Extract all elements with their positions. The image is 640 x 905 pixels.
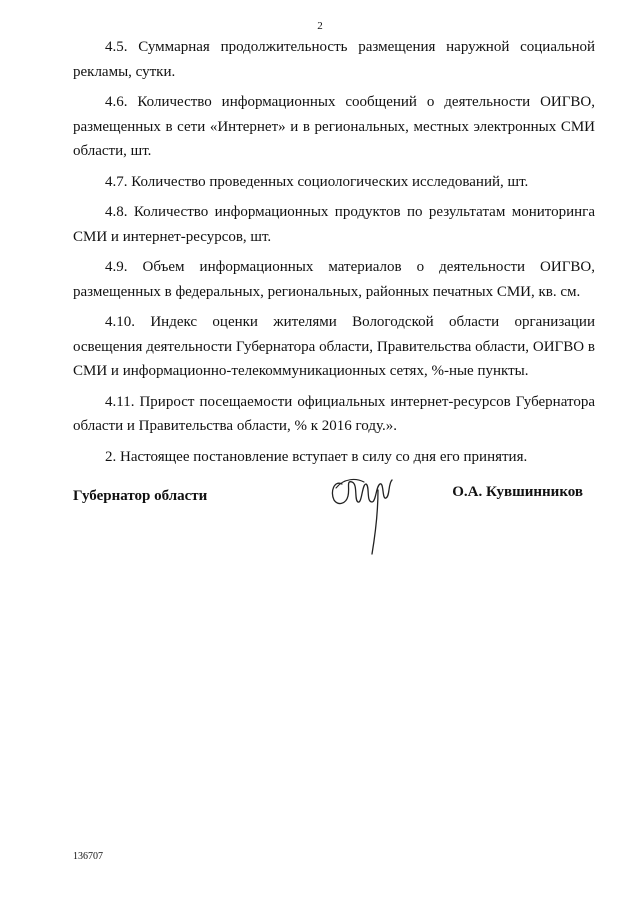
paragraph-4-10: 4.10. Индекс оценки жителями Вологодской области организации освещения деятельности Губернатора области, Правительства области, ОИГВО в СМИ и информационно-телекоммуникационных сетях, %-ные пункты. [73,314,595,379]
signatory-title: Губернатор области [73,488,208,504]
handwritten-signature-icon [328,470,408,565]
paragraph-2-effective: 2. Настоящее постановление вступает в силу со дня его принятия. [105,448,528,465]
paragraph-4-6: 4.6. Количество информационных сообщений о деятельности ОИГВО, размещенных в сети «Интернет» и в региональных, местных электронных СМИ области, шт. [73,94,595,159]
paragraph-4-11: 4.11. Прирост посещаемости официальных интернет-ресурсов Губернатора области и Правительства области, % к 2016 году.». [73,393,595,434]
document-body [73,35,595,475]
page-number: 2 [317,20,323,32]
paragraph-4-5: 4.5. Суммарная продолжительность размещения наружной социальной рекламы, сутки. [73,39,595,80]
document-code: 136707 [73,851,103,862]
paragraph-4-7: 4.7. Количество проведенных социологических исследований, шт. [105,173,529,190]
paragraph-4-8: 4.8. Количество информационных продуктов по результатам мониторинга СМИ и интернет-ресурсов, шт. [73,204,595,245]
signature-block [73,470,595,570]
paragraph-4-9: 4.9. Объем информационных материалов о деятельности ОИГВО, размещенных в федеральных, региональных, районных печатных СМИ, кв. см. [73,259,595,300]
signatory-name: О.А. Кувшинников [452,484,583,500]
